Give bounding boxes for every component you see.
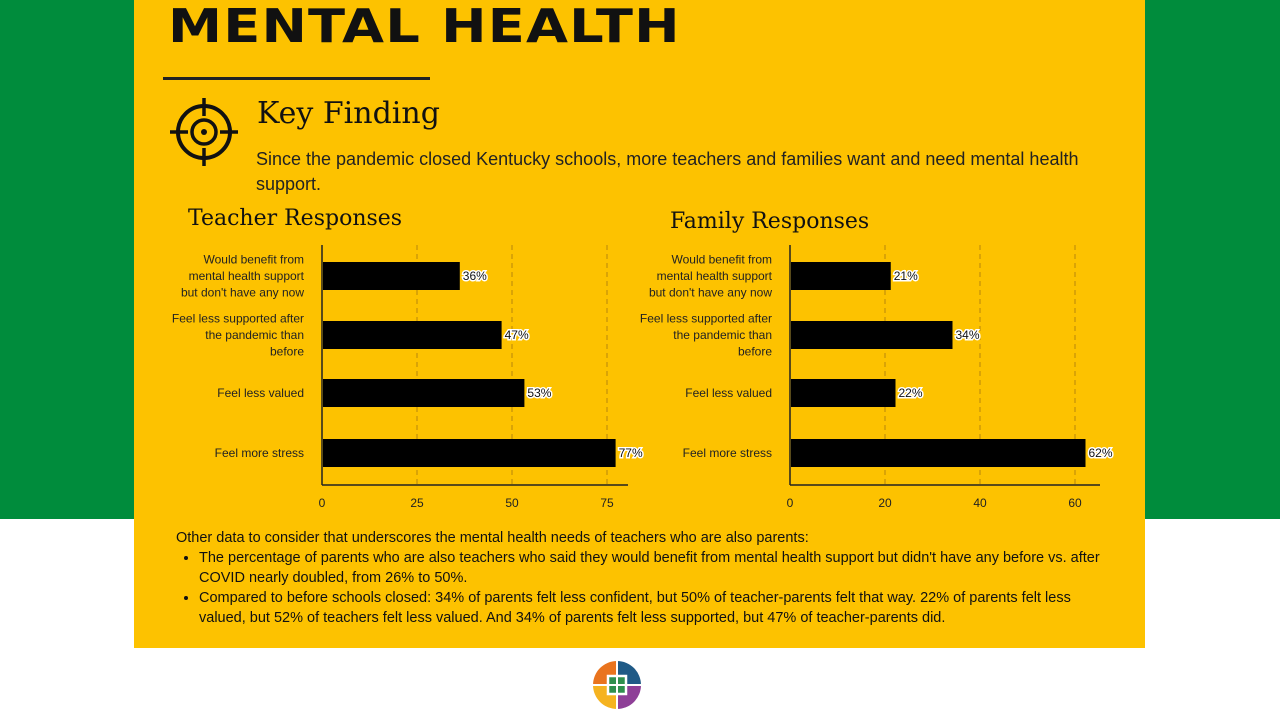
teacher-data-label: 36% bbox=[462, 269, 487, 283]
teacher-data-label: 47% bbox=[504, 328, 529, 342]
target-icon bbox=[168, 96, 240, 168]
teacher-category-label bbox=[217, 386, 304, 400]
key-finding-text: Since the pandemic closed Kentucky schools, more teachers and families want and need mental health support. bbox=[256, 149, 1079, 194]
teacher-category-label-line: Feel less valued bbox=[217, 386, 304, 400]
family-category-label-line: the pandemic than bbox=[673, 328, 772, 342]
teacher-bar bbox=[323, 439, 616, 467]
family-category-label bbox=[640, 312, 772, 359]
title-underline bbox=[163, 77, 430, 80]
teacher-bar bbox=[323, 321, 502, 349]
notes-bullet-1: • The percentage of parents who are also teachers who said they would benefit from mental health support but didn't have any before vs. after COVID nearly doubled, from 26% to 50%. bbox=[199, 548, 1116, 588]
teacher-category-label-line: before bbox=[269, 344, 304, 359]
teacher-bar bbox=[323, 379, 524, 407]
family-bar bbox=[791, 321, 953, 349]
teacher-category-label bbox=[181, 253, 305, 300]
notes-bullet-2: • Compared to before schools closed: 34% of parents felt less confident, but 50% of teacher-parents felt that way. 22% of parents felt less valued, but 52% of teachers felt less valued. And 34% of parents felt less supported, but 47% of teacher-parents did. bbox=[199, 588, 1116, 628]
family-category-label-line: Feel more stress bbox=[682, 446, 772, 460]
teacher-responses-chart bbox=[160, 240, 643, 515]
family-category-label bbox=[649, 253, 773, 300]
key-finding-title: Key Finding bbox=[257, 96, 440, 131]
family-category-label-line: before bbox=[737, 344, 772, 359]
teacher-data-label: 53% bbox=[527, 386, 552, 400]
teacher-x-tick-label: 50 bbox=[505, 496, 519, 510]
family-x-tick-label: 60 bbox=[1068, 496, 1082, 510]
family-bar bbox=[791, 439, 1086, 467]
teacher-category-label-line: Feel more stress bbox=[214, 446, 304, 460]
teacher-chart-title: Teacher Responses bbox=[188, 206, 403, 231]
family-category-label-line: mental health support bbox=[656, 269, 772, 283]
family-category-label-line: Would benefit from bbox=[671, 252, 772, 267]
teacher-x-tick-label: 0 bbox=[318, 496, 326, 510]
family-category-label-line: Feel less supported after bbox=[639, 311, 772, 326]
teacher-bar bbox=[323, 262, 460, 290]
family-category-label-line: but don't have any now bbox=[648, 285, 772, 300]
teacher-category-label-line: Would benefit from bbox=[203, 252, 304, 267]
family-category-label bbox=[683, 446, 772, 460]
family-x-tick-label: 20 bbox=[878, 496, 892, 510]
teacher-category-label-line: but don't have any now bbox=[180, 285, 304, 300]
teacher-category-label-line: mental health support bbox=[188, 269, 304, 283]
family-bar bbox=[791, 262, 891, 290]
family-x-tick-label: 40 bbox=[973, 496, 987, 510]
family-bar bbox=[791, 379, 896, 407]
page-title: MENTAL HEALTH bbox=[168, 0, 681, 53]
notes-intro: Other data to consider that underscores the mental health needs of teachers who are also parents: bbox=[176, 530, 809, 546]
teacher-x-tick-label: 25 bbox=[410, 496, 424, 510]
other-data-notes bbox=[176, 528, 1116, 628]
quadrant-logo bbox=[592, 660, 642, 710]
teacher-category-label bbox=[215, 446, 304, 460]
teacher-category-label bbox=[172, 312, 304, 359]
teacher-data-label: 77% bbox=[618, 446, 643, 460]
teacher-category-label-line: the pandemic than bbox=[205, 328, 304, 342]
family-data-label: 22% bbox=[898, 386, 923, 400]
family-data-label: 62% bbox=[1088, 446, 1113, 460]
family-data-label: 34% bbox=[955, 328, 980, 342]
family-x-tick-label: 0 bbox=[786, 496, 794, 510]
notes-list bbox=[176, 548, 1116, 628]
family-chart-title: Family Responses bbox=[670, 209, 870, 234]
teacher-x-tick-label: 75 bbox=[600, 496, 614, 510]
family-data-label: 21% bbox=[893, 269, 918, 283]
teacher-category-label-line: Feel less supported after bbox=[171, 311, 304, 326]
family-category-label bbox=[685, 386, 772, 400]
family-responses-chart bbox=[630, 240, 1113, 515]
family-category-label-line: Feel less valued bbox=[685, 386, 772, 400]
